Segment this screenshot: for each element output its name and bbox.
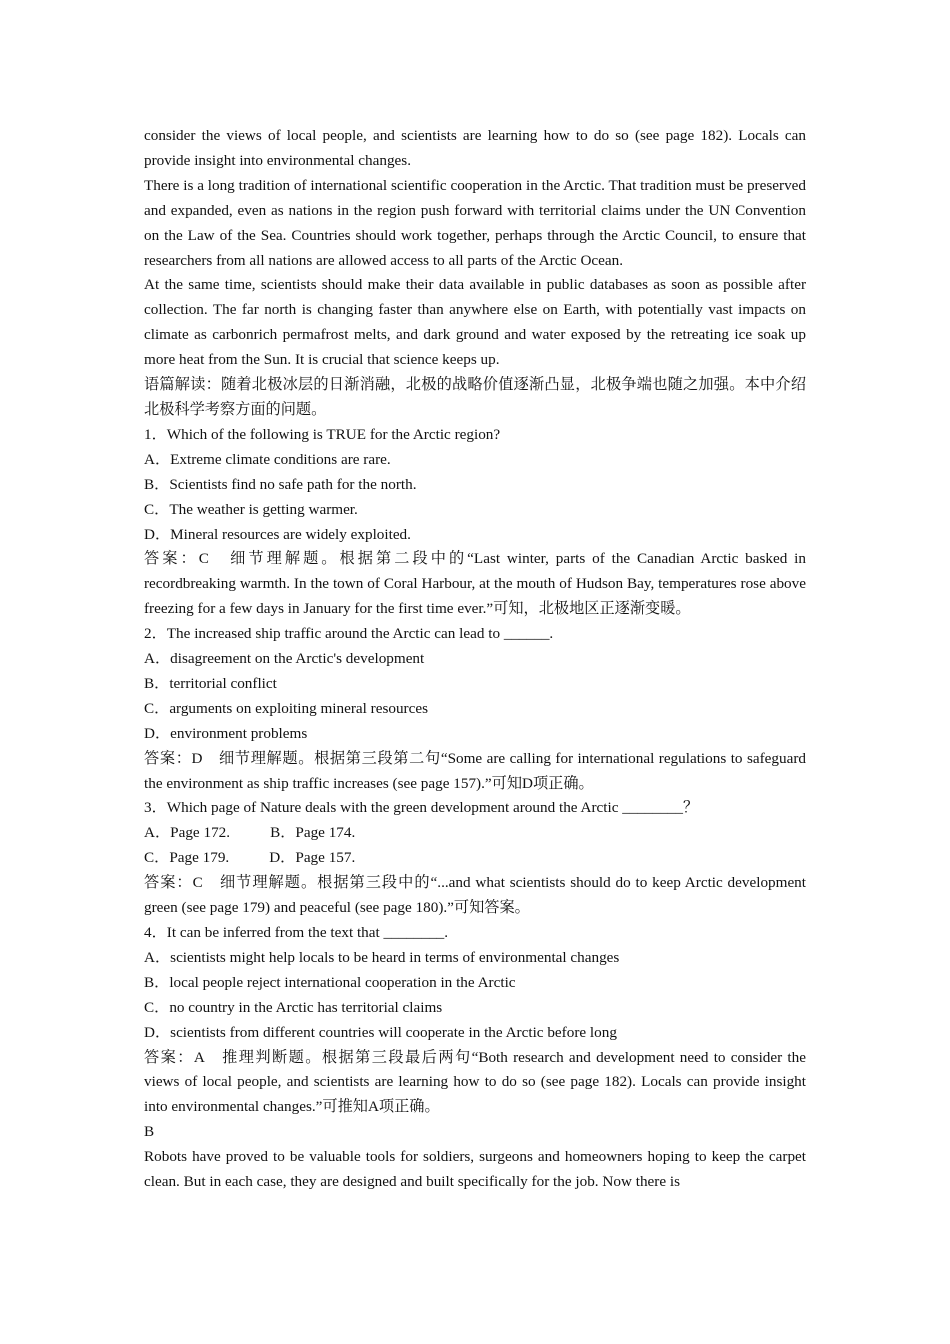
question-4-option-d: D．scientists from different countries will cooperate in the Arctic before long <box>144 1023 617 1041</box>
passage-paragraph: There is a long tradition of international scientific cooperation in the Arctic. That tradition must be preserved and expanded, even as nations in the region push forward with territorial claims under the UN Convention on the Law of the Sea. Countries should work together, perhaps through the Arctic Council, to ensure that researchers from all nations are allowed access to all parts of the Arctic Ocean. <box>144 176 806 269</box>
document-page <box>144 124 806 1195</box>
question-2-stem: 2．The increased ship traffic around the Arctic can lead to ______. <box>144 625 554 643</box>
question-3-option-a: A．Page 172. <box>144 824 231 842</box>
question-2-option-a: A．disagreement on the Arctic's development <box>144 650 425 668</box>
question-4-stem: 4．It can be inferred from the text that ________. <box>144 924 449 941</box>
question-1-stem: 1．Which of the following is TRUE for the Arctic region? <box>144 425 501 443</box>
question-1-option-a: A．Extreme climate conditions are rare. <box>144 450 391 468</box>
question-4-option-b: B．local people reject international cooperation in the Arctic <box>144 973 516 991</box>
passage-paragraph: At the same time, scientists should make their data available in public databases as soon as possible after collection. The far north is changing faster than anywhere else on Earth, with potentially vast impacts on climate as carbonrich permafrost melts, and dark ground and water exposed by the retreating ice soak up more heat from the Sun. It is crucial that science keeps up. <box>144 276 806 369</box>
section-b-label: B <box>144 1123 155 1141</box>
question-3-option-c: C．Page 179. <box>144 849 230 867</box>
question-4-option-a: A．scientists might help locals to be heard in terms of environmental changes <box>144 948 620 966</box>
passage-summary: 语篇解读：随着北极冰层的日渐消融，北极的战略价值逐渐凸显，北极争端也随之加强。本中介绍北极科学考察方面的问题。 <box>144 376 806 418</box>
question-3-option-d: D．Page 157. <box>269 849 356 867</box>
question-3-options-row-1 <box>144 821 806 846</box>
question-4-answer: 答案：A 推理判断题。根据第三段最后两句“Both research and development need to consider the views of local people, and scientists are learning how to do so (see page 182). Locals can provide insight into environmental changes.”可推知A项正确。 <box>144 1048 806 1116</box>
question-1-option-d: D．Mineral resources are widely exploited. <box>144 525 411 543</box>
question-1-option-b: B．Scientists find no safe path for the north. <box>144 475 417 493</box>
question-1-option-c: C．The weather is getting warmer. <box>144 500 358 518</box>
question-2-answer: 答案：D 细节理解题。根据第三段第二句“Some are calling for international regulations to safeguard the environment as ship traffic increases (see page 157).”可知D项正确。 <box>144 749 806 792</box>
question-2-option-b: B．territorial conflict <box>144 674 277 692</box>
question-4-option-c: C．no country in the Arctic has territorial claims <box>144 998 443 1016</box>
question-3-stem: 3．Which page of Nature deals with the green development around the Arctic ________？ <box>144 799 699 817</box>
section-b-paragraph: Robots have proved to be valuable tools for soldiers, surgeons and homeowners hoping to keep the carpet clean. But in each case, they are designed and built specifically for the job. Now there is <box>144 1148 806 1191</box>
question-3-options-row-2 <box>144 846 806 871</box>
question-1-answer: 答案：C 细节理解题。根据第二段中的“Last winter, parts of the Canadian Arctic basked in recordbreaking warmth. In the town of Coral Harbour, at the mouth of Hudson Bay, temperatures rose above freezing for a few days in January for the first time ever.”可知，北极地区正逐渐变暖。 <box>144 550 806 618</box>
question-3-answer: 答案：C 细节理解题。根据第三段中的“...and what scientists should do to keep Arctic development green (see page 179) and peaceful (see page 180).”可知答案。 <box>144 874 806 917</box>
passage-paragraph: consider the views of local people, and scientists are learning how to do so (see page 182). Locals can provide insight into environmental changes. <box>144 127 806 169</box>
question-3-option-b: B．Page 174. <box>270 824 356 842</box>
question-2-option-c: C．arguments on exploiting mineral resources <box>144 699 429 717</box>
question-2-option-d: D．environment problems <box>144 724 308 742</box>
